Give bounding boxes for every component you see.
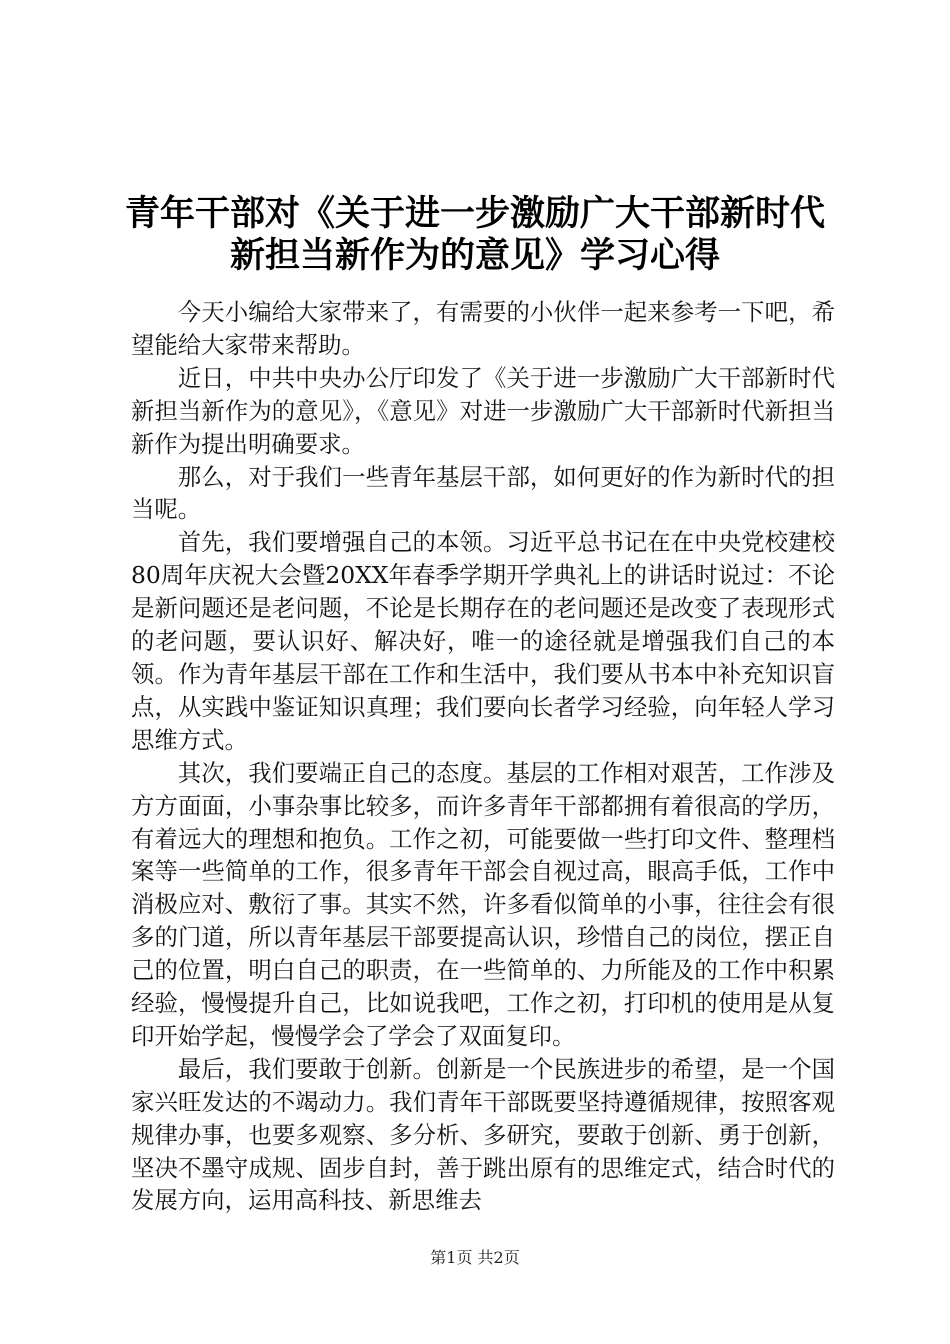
paragraph: 首先，我们要增强自己的本领。习近平总书记在在中央党校建校80周年庆祝大会暨20XX年春季学期开学典礼上的讲话时说过：不论是新问题还是老问题，不论是长期存在的老问题还是改变了表现形式的老问题，要认识好、解决好，唯一的途径就是增强我们自己的本领。作为青年基层干部在工作和生活中，我们要从书本中补充知识盲点，从实践中鉴证知识真理；我们要向长者学习经验，向年轻人学习思维方式。 xyxy=(131,528,835,754)
document-body xyxy=(131,296,835,1217)
document-title-line-2: 新担当新作为的意见》学习心得 xyxy=(229,236,720,276)
paragraph: 那么，对于我们一些青年基层干部，如何更好的作为新时代的担当呢。 xyxy=(131,462,835,524)
page-number-footer: 第1页 共2页 xyxy=(430,1248,520,1267)
paragraph: 其次，我们要端正自己的态度。基层的工作相对艰苦，工作涉及方方面面，小事杂事比较多，而许多青年干部都拥有着很高的学历，有着远大的理想和抱负。工作之初，可能要做一些打印文件、整理档案等一些简单的工作，很多青年干部会自视过高，眼高手低，工作中消极应对、敷衍了事。其实不然，许多看似简单的小事，往往会有很多的门道，所以青年基层干部要提高认识，珍惜自己的岗位，摆正自己的位置，明白自己的职责，在一些简单的、力所能及的工作中积累经验，慢慢提升自己，比如说我吧，工作之初，打印机的使用是从复印开始学起，慢慢学会了学会了双面复印。 xyxy=(131,758,835,1050)
paragraph: 近日，中共中央办公厅印发了《关于进一步激励广大干部新时代新担当新作为的意见》，《意见》对进一步激励广大干部新时代新担当新作为提出明确要求。 xyxy=(131,363,835,458)
paragraph: 最后，我们要敢于创新。创新是一个民族进步的希望，是一个国家兴旺发达的不竭动力。我们青年干部既要坚持遵循规律，按照客观规律办事，也要多观察、多分析、多研究，要敢于创新、勇于创新，坚决不墨守成规、固步自封，善于跳出原有的思维定式，结合时代的发展方向，运用高科技、新思维去 xyxy=(131,1054,835,1215)
document-title-line-1: 青年干部对《关于进一步激励广大干部新时代 xyxy=(124,194,825,234)
paragraph: 今天小编给大家带来了，有需要的小伙伴一起来参考一下吧，希望能给大家带来帮助。 xyxy=(131,298,835,359)
